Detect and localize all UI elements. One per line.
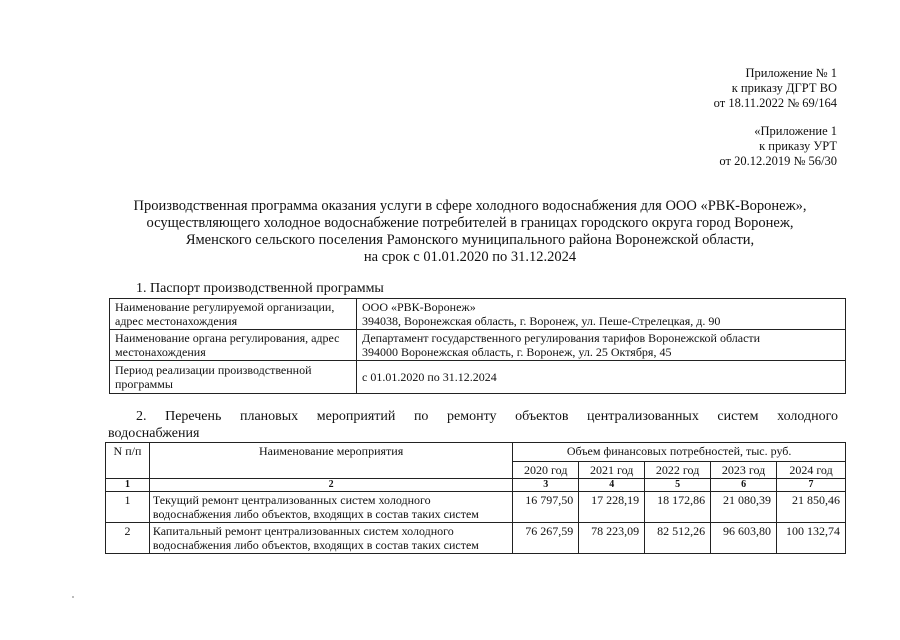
row-value: 18 172,86 [645, 492, 711, 523]
appendix-main-line1: Приложение № 1 [745, 66, 837, 80]
appendix-main-line2: к приказу ДГРТ ВО [731, 81, 837, 95]
column-number: 2 [149, 479, 512, 492]
row-value: 17 228,19 [579, 492, 645, 523]
title-line1: Производственная программа оказания услуги в сфере холодного водоснабжения для ООО «РВК-Воронеж», [133, 198, 807, 214]
row-number: 2 [106, 523, 150, 554]
appendix-prev-line2: к приказу УРТ [759, 139, 837, 153]
table-row [106, 492, 846, 523]
row-value: 16 797,50 [513, 492, 579, 523]
passport-value-line: 394038, Воронежская область, г. Воронеж, ул. Пеше-Стрелецкая, д. 90 [362, 314, 721, 328]
header-year: 2022 год [645, 462, 711, 479]
passport-value [357, 361, 846, 394]
passport-value-line: ООО «РВК-Воронеж» [362, 300, 476, 314]
passport-value [357, 330, 846, 361]
title-line4: на срок с 01.01.2020 по 31.12.2024 [363, 249, 577, 265]
appendix-prev-line1: «Приложение 1 [754, 124, 837, 138]
row-name: Текущий ремонт централизованных систем холодного водоснабжения либо объектов, входящих в состав таких систем [149, 492, 512, 523]
row-value: 82 512,26 [645, 523, 711, 554]
appendix-main-block [714, 66, 837, 111]
header-name: Наименование мероприятия [149, 443, 512, 479]
column-number: 3 [513, 479, 579, 492]
document-title [100, 198, 840, 266]
column-number: 4 [579, 479, 645, 492]
passport-row [110, 299, 846, 330]
column-number: 6 [711, 479, 777, 492]
passport-value-line: с 01.01.2020 по 31.12.2024 [362, 370, 497, 384]
column-number: 1 [106, 479, 150, 492]
passport-table [109, 298, 846, 394]
appendix-prev-line3: от 20.12.2019 № 56/30 [719, 154, 837, 168]
row-value: 78 223,09 [579, 523, 645, 554]
scan-speck [72, 596, 74, 598]
section2-heading [108, 408, 838, 442]
title-line2: осуществляющего холодное водоснабжение потребителей в границах городского округа город Воронеж, [146, 215, 794, 231]
header-year: 2023 год [711, 462, 777, 479]
section2-heading-line1: 2. Перечень плановых мероприятий по ремонту объектов централизованных систем холодного [136, 409, 838, 424]
column-number-row [106, 479, 846, 492]
header-year: 2021 год [579, 462, 645, 479]
header-num: N п/п [106, 443, 150, 479]
row-value: 21 850,46 [777, 492, 846, 523]
header-year: 2020 год [513, 462, 579, 479]
passport-label: Наименование органа регулирования, адрес местонахождения [110, 330, 357, 361]
row-value: 21 080,39 [711, 492, 777, 523]
passport-row [110, 330, 846, 361]
row-name: Капитальный ремонт централизованных систем холодного водоснабжения либо объектов, входящих в состав таких систем [149, 523, 512, 554]
passport-label: Наименование регулируемой организации, адрес местонахождения [110, 299, 357, 330]
column-number: 7 [777, 479, 846, 492]
passport-value [357, 299, 846, 330]
column-number: 5 [645, 479, 711, 492]
passport-label: Период реализации производственной программы [110, 361, 357, 394]
row-value: 96 603,80 [711, 523, 777, 554]
plan-header-row [106, 443, 846, 462]
header-year: 2024 год [777, 462, 846, 479]
row-number: 1 [106, 492, 150, 523]
appendix-previous-block [719, 124, 837, 169]
passport-value-line: 394000 Воронежская область, г. Воронеж, ул. 25 Октября, 45 [362, 345, 672, 359]
row-value: 76 267,59 [513, 523, 579, 554]
plan-table [105, 442, 846, 554]
title-line3: Яменского сельского поселения Рамонского муниципального района Воронежской области, [185, 232, 755, 248]
passport-row [110, 361, 846, 394]
appendix-main-line3: от 18.11.2022 № 69/164 [713, 96, 837, 110]
row-value: 100 132,74 [777, 523, 846, 554]
section2-heading-line2: водоснабжения [108, 426, 200, 441]
passport-value-line: Департамент государственного регулирования тарифов Воронежской области [362, 331, 761, 345]
header-volume: Объем финансовых потребностей, тыс. руб. [513, 443, 846, 462]
table-row [106, 523, 846, 554]
section1-heading: 1. Паспорт производственной программы [136, 281, 384, 296]
